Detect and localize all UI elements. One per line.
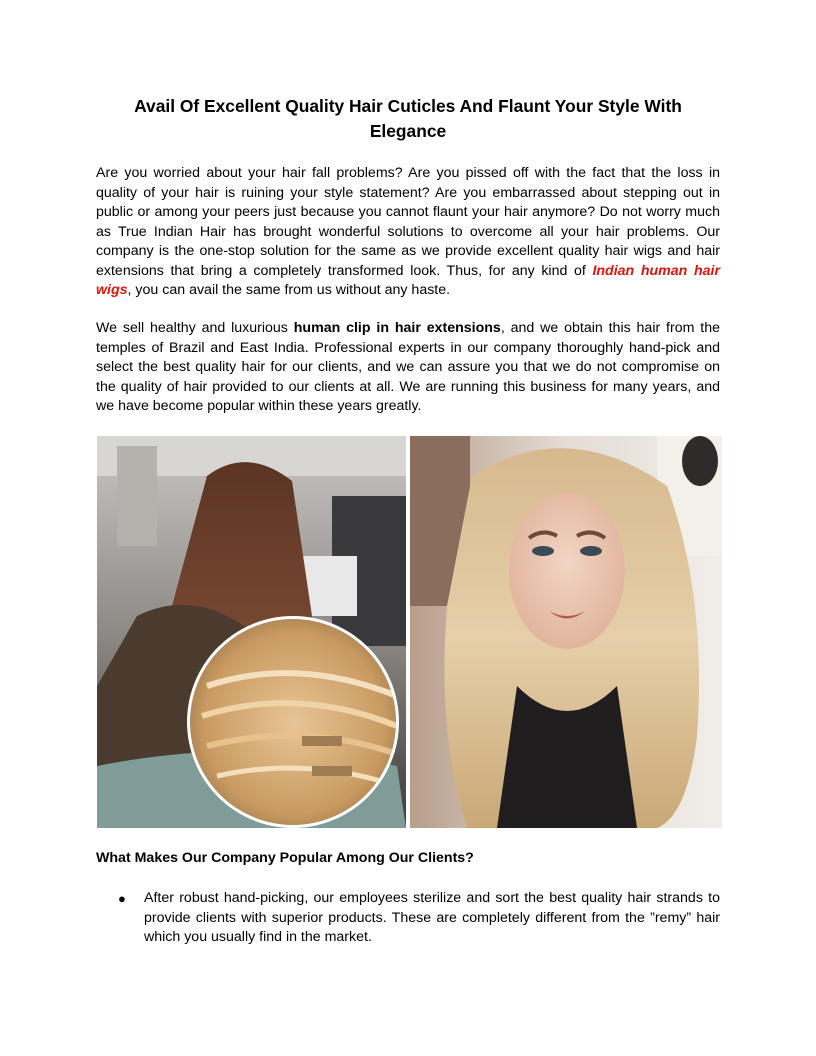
clip-in-extensions-bold: human clip in hair extensions (293, 320, 501, 336)
intro-text-end: , you can avail the same from us without any haste. (127, 282, 451, 298)
section-heading: What Makes Our Company Popular Among Our Clients? (96, 850, 474, 866)
intro-text-start: Are you worried about your hair fall problems? Are you pissed off with the fact that the loss in quality of your hair is ruining your style statement? Are you embarrassed about stepping out in public or among your peers just because you cannot flaunt your hair anymore? Do not worry much as True Indian Hair has brought wonderful solutions to overcome all your hair problems. Our company is the one-stop solution for the same as we provide excellent quality hair wigs and hair extensions that bring a completely transformed look. Thus, for any kind of (96, 165, 720, 279)
list-item: After robust hand-picking, our employees sterilize and sort the best quality hair strands to provide clients with superior products. These are completely different from the ”remy” hair which you usually find in the market. (144, 890, 720, 945)
hair-collage-image (97, 436, 722, 828)
hair-extensions-photo (97, 436, 722, 828)
products-paragraph (96, 319, 720, 417)
bullet-marker: ● (118, 891, 126, 906)
page-title: Avail Of Excellent Quality Hair Cuticles And Flaunt Your Style With Elegance (134, 96, 682, 141)
indian-human-hair-wigs-link[interactable]: Indian human hair wigs (96, 262, 720, 298)
intro-paragraph (96, 164, 720, 301)
products-text-start: We sell healthy and luxurious (96, 320, 294, 336)
products-text-end: , and we obtain this hair from the temples of Brazil and East India. Professional experts in our company thoroughly hand-pick and select the best quality hair for our clients, and we can assure you that we do not compromise on the quality of hair provided to our clients at all. We are running this business for many years, and we have become popular within these years greatly. (96, 320, 720, 414)
